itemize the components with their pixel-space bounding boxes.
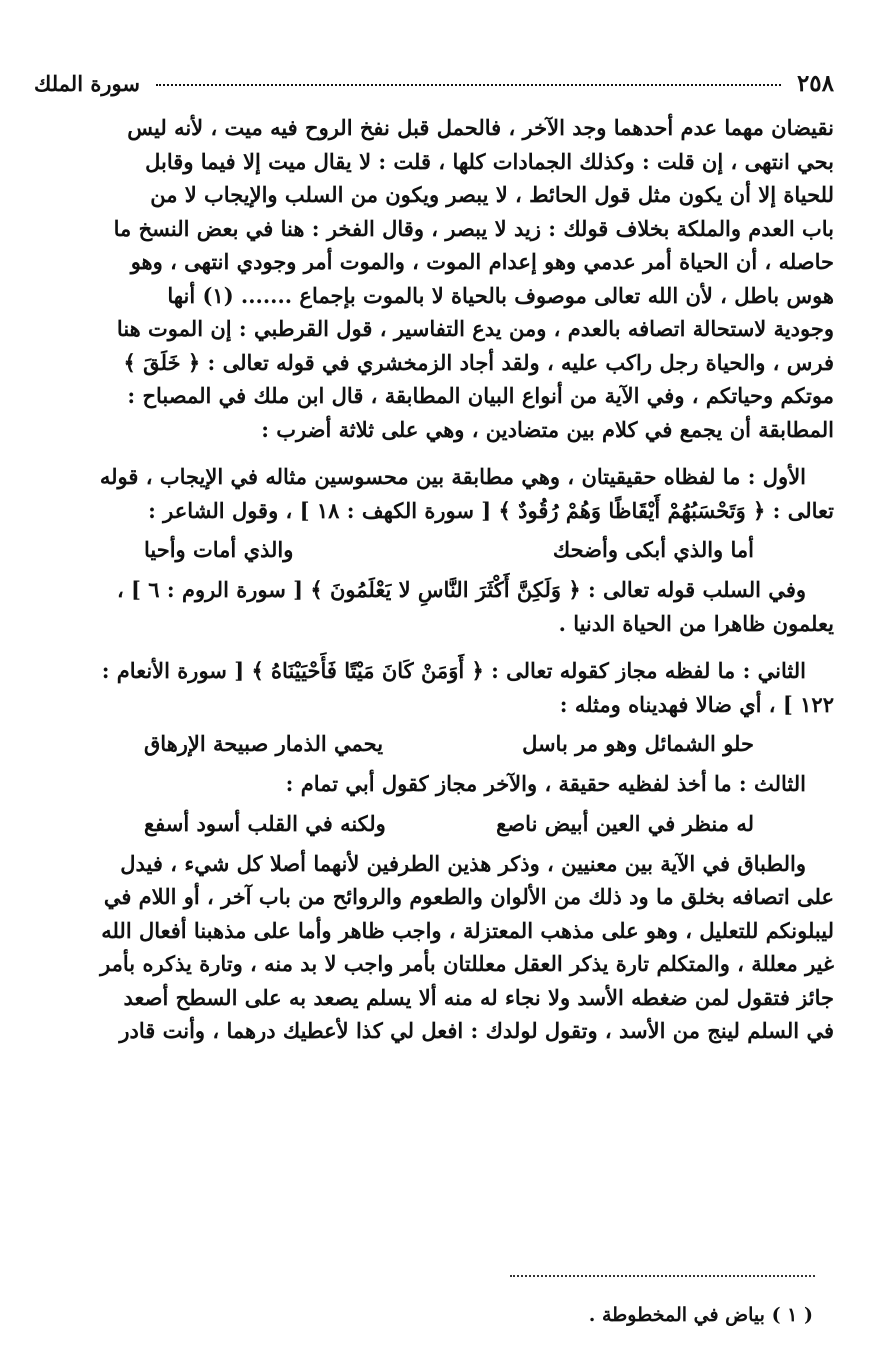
- verse-second-hemistich: والذي أمات وأحيا: [144, 537, 294, 562]
- footnote-divider: [510, 1275, 815, 1277]
- paragraph-block-4: [34, 654, 834, 721]
- text-line: ليبلونكم للتعليل ، وهو على مذهب المعتزلة ، واجب ظاهر وأما على مذهبنا أفعال الله: [101, 917, 834, 943]
- paragraph-block-5: [34, 767, 834, 801]
- paragraph-block-3: [34, 573, 834, 640]
- text-line: باب العدم والملكة بخلاف قولك : زيد لا يبصر ، وقال الفخر : هنا في بعض النسخ ما: [113, 215, 834, 241]
- footnote: ( ١ ) بياض في المخطوطة .: [588, 1304, 813, 1326]
- text-line: وجودية لاستحالة اتصافه بالعدم ، ومن يدع التفاسير ، قول القرطبي : إن الموت هنا: [116, 316, 834, 341]
- text-line: غير معللة ، والمتكلم تارة يذكر العقل معللتان بأمر واجب لا بد منه ، وتارة يذكره بأمر: [100, 951, 834, 976]
- text-line: على اتصافه بخلق ما ود ذلك من الألوان والطعوم والروائح من باب آخر ، أو اللام في: [103, 884, 834, 909]
- paragraph-block-1: [34, 111, 834, 446]
- verse-first-hemistich: حلو الشمائل وهو مر باسل: [522, 731, 754, 756]
- text-line: الثاني : ما لفظه مجاز كقوله تعالى : ﴿ أَوَمَنْ كَانَ مَيْتًا فَأَحْيَيْنَاهُ ﴾ [ سورة الأنعام :: [101, 658, 806, 683]
- page-content: [34, 64, 834, 1048]
- text-line: جائز فتقول لمن ضغطه الأسد ولا نجاء له منه ألا يسلم يصعد به على السطح أصعد: [123, 984, 834, 1010]
- verse-second-hemistich: ولكنه في القلب أسود أسفع: [144, 810, 386, 836]
- page-header: [34, 64, 834, 102]
- paragraph-block-2: [34, 460, 834, 527]
- text-line: هوس باطل ، لأن الله تعالى موصوف بالحياة لا بالموت بإجماع ....... (١) أنها: [167, 282, 834, 308]
- text-line: نقيضان مهما عدم أحدهما وجد الآخر ، فالحمل قبل نفخ الروح فيه ميت ، لأنه ليس: [127, 115, 834, 140]
- text-line: حاصله ، أن الحياة أمر عدمي وهو إعدام الموت ، والموت أمر وجودي انتهى ، وهو: [130, 249, 834, 274]
- text-line: يعلمون ظاهرا من الحياة الدنيا .: [558, 610, 834, 636]
- header-dotted-rule: [156, 84, 781, 86]
- surah-title: سورة الملك: [34, 70, 140, 96]
- text-line: للحياة إلا أن يكون مثل قول الحائط ، لا يبصر ويكون من السلب والإيجاب لا من: [150, 182, 834, 207]
- verse-second-hemistich: يحمي الذمار صبيحة الإرهاق: [144, 731, 384, 756]
- text-line: وفي السلب قوله تعالى : ﴿ وَلَكِنَّ أَكْثَرَ النَّاسِ لا يَعْلَمُونَ ﴾ [ سورة الروم : ٦ ] ،: [116, 577, 806, 602]
- poetry-verse-2: [34, 727, 834, 761]
- verse-first-hemistich: أما والذي أبكى وأضحك: [552, 537, 754, 562]
- text-line: بحي انتهى ، إن قلت : وكذلك الجمادات كلها ، قلت : لا يقال ميت إلا فيما وقابل: [145, 148, 834, 174]
- text-line: ١٢٢ ] ، أي ضالا فهديناه ومثله :: [559, 691, 834, 717]
- text-line: موتكم وحياتكم ، وفي الآية من أنواع البيان المطابقة ، قال ابن ملك في المصباح :: [127, 383, 834, 408]
- paragraph-block-6: [34, 847, 834, 1048]
- verse-first-hemistich: له منظر في العين أبيض ناصع: [496, 810, 754, 836]
- text-line: في السلم لينج من الأسد ، وتقول لولدك : افعل لي كذا لأعطيك درهما ، وأنت قادر: [119, 1018, 834, 1043]
- text-line: تعالى : ﴿ وَتَحْسَبُهُمْ أَيْقَاظًا وَهُمْ رُقُودٌ ﴾ [ سورة الكهف : ١٨ ] ، وقول الشاعر :: [148, 497, 834, 523]
- text-line: فرس ، والحياة رجل راكب عليه ، ولقد أجاد الزمخشري في قوله تعالى : ﴿ خَلَقَ ﴾: [123, 349, 834, 375]
- text-line: الأول : ما لفظاه حقيقيتان ، وهي مطابقة بين محسوسين مثاله في الإيجاب ، قوله: [99, 464, 806, 489]
- text-line: المطابقة أن يجمع في كلام بين متضادين ، وهي على ثلاثة أضرب :: [261, 416, 834, 442]
- poetry-verse-3: [34, 807, 834, 841]
- page-number: ٢٥٨: [796, 69, 834, 97]
- text-line: والطباق في الآية بين معنيين ، وذكر هذين الطرفين لأنهما أصلا كل شيء ، فيدل: [120, 850, 806, 876]
- poetry-verse-1: [34, 533, 834, 567]
- text-line: الثالث : ما أخذ لفظيه حقيقة ، والآخر مجاز كقول أبي تمام :: [285, 771, 806, 796]
